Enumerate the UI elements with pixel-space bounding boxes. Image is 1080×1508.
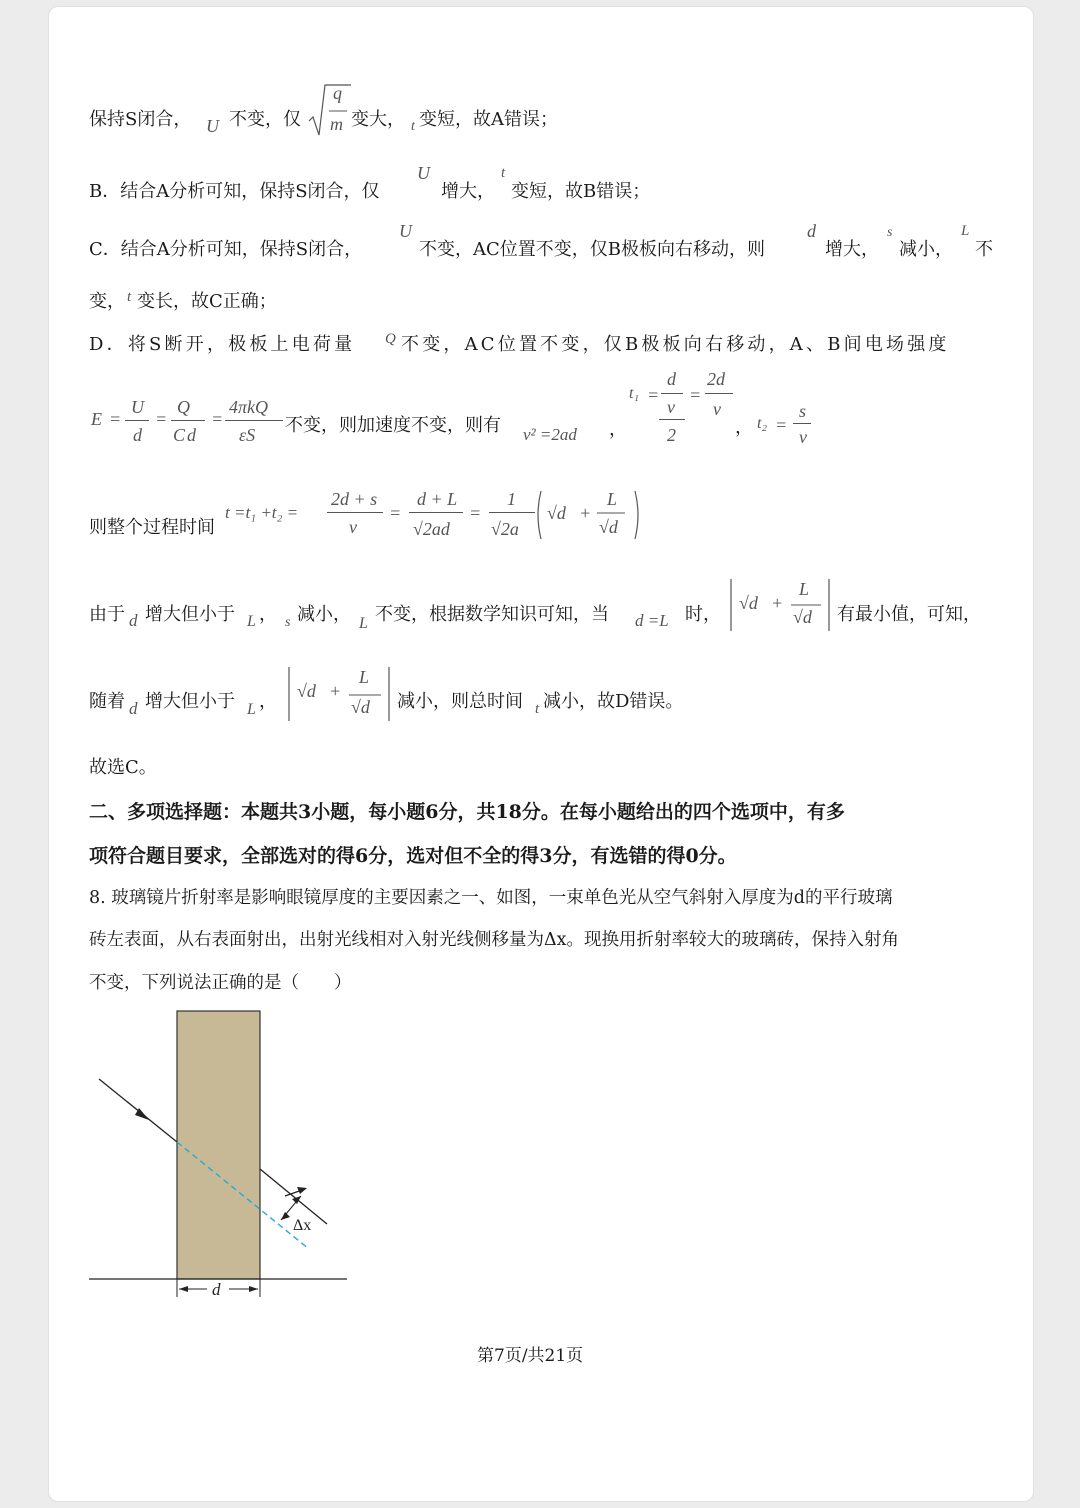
sqrt-d: √d: [297, 681, 316, 701]
numerator-d-plus-L: d + L: [417, 489, 458, 509]
denominator-sqrt-2a: √2a: [491, 519, 519, 539]
symbol-L: L: [359, 615, 368, 632]
symbol-t: t: [411, 119, 415, 134]
symbol-Q: Q: [385, 331, 396, 347]
sqrt-d: √d: [351, 697, 370, 717]
eq-sign: =: [647, 385, 660, 405]
denominator-sqrt-2ad: √2ad: [413, 519, 450, 539]
plus-sign: +: [771, 593, 784, 613]
symbol-U: U: [131, 397, 144, 417]
symbol-U: U: [206, 116, 219, 136]
symbol-L: L: [799, 579, 810, 599]
symbol-v: v: [667, 397, 675, 417]
symbol-q: q: [333, 83, 342, 103]
line-b-text-3: 变短，故B错误；: [511, 181, 651, 202]
plus-sign: +: [329, 681, 342, 701]
symbol-U: U: [399, 221, 412, 241]
line-a-text-4: 变短，故A错误；: [419, 109, 558, 130]
symbol-L: L: [607, 489, 618, 509]
eq-sign: =: [211, 409, 224, 429]
line-a-text-2: 不变，仅: [229, 109, 301, 130]
dx-label: Δx: [293, 1217, 312, 1234]
eq-sign: =: [775, 415, 788, 435]
line-f-text-6: 有最小值，可知，: [837, 604, 981, 625]
line-c-text-4: 减小，: [899, 239, 953, 260]
eq-sign: =: [389, 503, 402, 523]
numerator-2d-plus-s: 2d + s: [331, 489, 378, 509]
symbol-Q: Q: [177, 397, 190, 417]
line-f-text-4: 不变，根据数学知识可知，当: [375, 604, 609, 625]
symbol-t: t: [501, 165, 506, 181]
glass-slab: [177, 1011, 260, 1279]
symbol-v: v: [713, 399, 721, 419]
symbol-C: C: [173, 425, 186, 445]
answer-text: 故选C。: [89, 757, 157, 778]
line-g-text-1: 随着: [89, 691, 125, 712]
numerator-2d: 2d: [707, 369, 725, 389]
symbol-t: t: [127, 289, 132, 305]
line-c-text-5: 不: [975, 239, 993, 260]
comma: ，: [259, 604, 277, 625]
symbol-t: t: [535, 701, 540, 717]
sqrt-d: √d: [599, 517, 618, 537]
line-g-text-2: 增大但小于: [145, 691, 235, 712]
v-squared-2ad: v² =2ad: [523, 425, 577, 444]
line-c-text-1: C．结合A分析可知，保持S闭合，: [89, 239, 363, 260]
question-8-line1: 8. 玻璃镜片折射率是影响眼镜厚度的主要因素之一、如图，一束单色光从空气斜射入厚度为d的平行玻璃: [89, 888, 893, 908]
sqrt-d: √d: [547, 503, 566, 523]
sqrt-d: √d: [793, 607, 812, 627]
d-equals-L: d =L: [635, 611, 669, 630]
document-page: [48, 6, 1034, 1502]
line-f-text-2: 增大但小于: [145, 604, 235, 625]
line-c-text-2: 不变，AC位置不变，仅B极板向右移动，则: [419, 239, 765, 260]
eq-sign: =: [109, 409, 122, 429]
question-8-line2: 砖左表面，从右表面射出，出射光线相对入射光线侧移量为Δx。现换用折射率较大的玻璃砖，保持入射角: [89, 930, 900, 950]
line-b-text-2: 增大，: [441, 181, 495, 202]
symbol-s: s: [799, 401, 807, 421]
d-arrow-left-icon: [179, 1286, 188, 1292]
denominator-epsS: εS: [239, 425, 256, 445]
line-c-text-6: 变，: [89, 291, 125, 312]
line-c-text-3: 增大，: [825, 239, 879, 260]
glass-slab-figure: [49, 7, 1033, 1501]
symbol-d: d: [129, 611, 138, 630]
symbol-t2: t₂: [757, 415, 768, 432]
line-d-text-1: D．将S断开，极板上电荷量: [89, 334, 356, 355]
question-8-line3: 不变，下列说法正确的是（ ）: [89, 973, 352, 993]
line-f-text-3: 减小，: [297, 604, 351, 625]
numerator-1: 1: [507, 489, 516, 509]
symbol-d: d: [667, 369, 676, 389]
symbol-d: d: [187, 425, 196, 445]
symbol-2: 2: [667, 425, 676, 445]
symbol-d: d: [807, 221, 816, 241]
line-a-text-1: 保持S闭合，: [89, 109, 192, 130]
symbol-L: L: [247, 613, 256, 630]
comma: ，: [735, 417, 753, 438]
line-f-text-5: 时，: [685, 604, 721, 625]
symbol-L: L: [359, 667, 370, 687]
symbol-v: v: [799, 427, 807, 447]
page-footer: 第7页/共21页: [477, 1346, 584, 1366]
symbol-m: m: [330, 114, 343, 134]
comma: ，: [609, 419, 627, 440]
emergent-arrow-icon: [297, 1187, 307, 1194]
line-g-text-4: 减小，故D错误。: [543, 691, 684, 712]
sqrt-d: √d: [739, 593, 758, 613]
d-arrow-right-icon: [249, 1286, 258, 1292]
section-heading-line2: 项符合题目要求，全部选对的得6分，选对但不全的得3分，有选错的得0分。: [89, 845, 737, 867]
symbol-s: s: [285, 615, 291, 630]
symbol-s: s: [887, 225, 893, 240]
symbol-t1: t₁: [629, 385, 640, 402]
line-c-text-7: 变长，故C正确；: [137, 291, 277, 312]
section-heading-line1: 二、多项选择题：本题共3小题，每小题6分，共18分。在每小题给出的四个选项中，有多: [89, 801, 845, 823]
dx-arrow-bottom-icon: [281, 1212, 290, 1220]
symbol-L: L: [247, 701, 256, 718]
eq-sign: =: [689, 385, 702, 405]
symbol-d: d: [133, 425, 142, 445]
line-e-text-1: 不变，则加速度不变，则有: [285, 415, 501, 436]
numerator-4pikQ: 4πkQ: [229, 397, 269, 417]
line-g-text-3: 减小，则总时间: [397, 691, 523, 712]
plus-sign: +: [579, 503, 592, 523]
line-b-text-1: B．结合A分析可知，保持S闭合，仅: [89, 181, 380, 202]
symbol-L: L: [961, 223, 970, 239]
emergent-ray: [260, 1169, 327, 1224]
eq-sign: =: [155, 409, 168, 429]
symbol-d: d: [129, 699, 138, 718]
d-label: d: [212, 1280, 221, 1299]
eq-sign: =: [469, 503, 482, 523]
symbol-v: v: [349, 517, 357, 537]
line-t-text-1: 则整个过程时间: [89, 517, 215, 538]
line-a-text-3: 变大，: [351, 109, 405, 130]
symbol-U: U: [417, 163, 430, 183]
comma: ，: [259, 691, 277, 712]
line-f-text-1: 由于: [89, 604, 125, 625]
line-d-text-2: 不变，AC位置不变，仅B极板向右移动，A、B间电场强度: [401, 334, 950, 355]
t-sum-formula: t =t₁ +t₂ =: [225, 503, 299, 522]
symbol-E: E: [91, 409, 102, 429]
